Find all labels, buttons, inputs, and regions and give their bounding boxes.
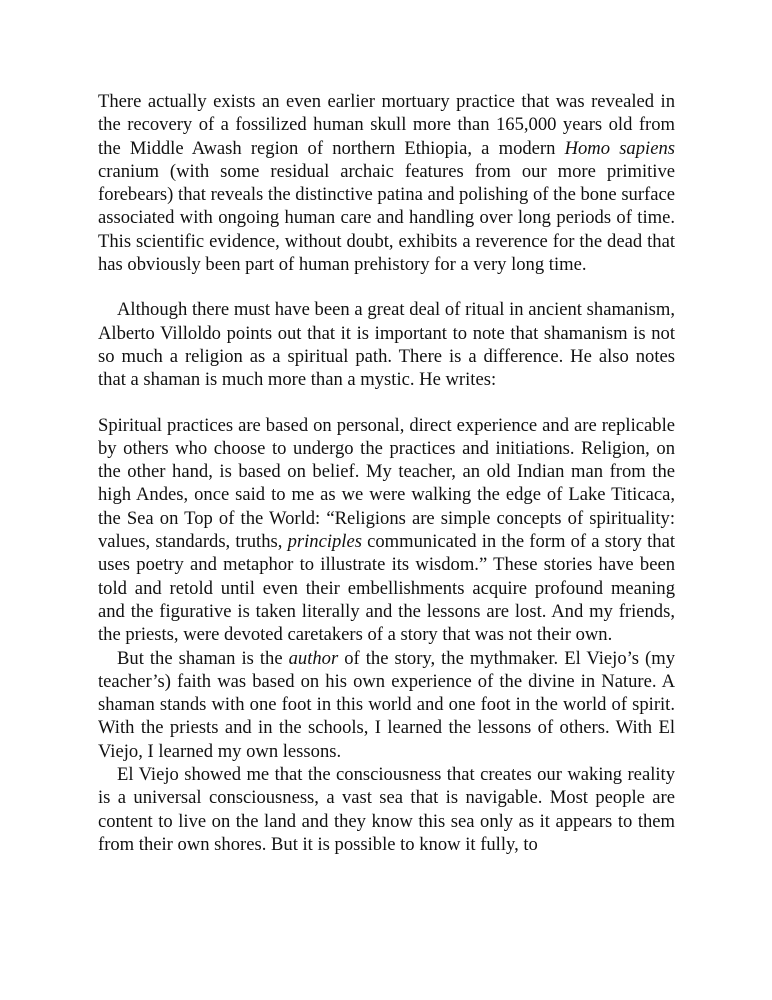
text-run: of the story, the mythmaker. El Viejo’s (my teacher’s) faith was based on his own experience of the divine in Nature. A shaman stands with one foot in this world and one foot in the world of spirit. With the priests and in the schools, I learned the lessons of others. With El Viejo, I learned my own lessons. bbox=[98, 647, 675, 762]
text-run: But the shaman is the bbox=[117, 647, 289, 669]
italic-text-run: Homo sapiens bbox=[564, 137, 675, 159]
text-run: There actually exists an even earlier mortuary practice that was revealed in the recovery of a fossilized human skull more than 165,000 years old from the Middle Awash region of northern Ethiopia, a modern bbox=[98, 91, 675, 159]
italic-text-run: principles bbox=[287, 531, 362, 553]
paragraph-mortuary-practice bbox=[98, 90, 675, 276]
italic-text-run: author bbox=[288, 647, 339, 669]
quote-paragraph-spiritual-practices bbox=[98, 414, 675, 647]
quote-paragraph-universal-consciousness bbox=[98, 763, 675, 856]
text-run: communicated in the form of a story that uses poetry and metaphor to illustrate its wisdom.” These stories have been told and retold until even their embellishments acquire profound meaning and the figurative is taken literally and the lessons are lost. And my friends, the priests, were devoted caretakers of a story that was not their own. bbox=[98, 531, 675, 646]
text-run: El Viejo showed me that the consciousness that creates our waking reality is a universal consciousness, a vast sea that is navigable. Most people are content to live on the land and they know this sea only as it appears to them from their own shores. But it is possible to know it fully, to bbox=[98, 764, 675, 855]
text-run: Spiritual practices are based on personal, direct experience and are replicable by others who choose to undergo the practices and initiations. Religion, on the other hand, is based on belief. My teacher, an old Indian man from the high Andes, once said to me as we were walking the edge of Lake Titicaca, the Sea on Top of the World: “Religions are simple concepts of spirituality: values, standards, truths, bbox=[98, 414, 675, 553]
document-page bbox=[98, 90, 675, 856]
quote-paragraph-shaman-author bbox=[98, 647, 675, 763]
paragraph-shamanism-path bbox=[98, 298, 675, 391]
text-run: cranium (with some residual archaic features from our more primitive forebears) that reveals the distinctive patina and polishing of the bone surface associated with ongoing human care and handling over long periods of time. This scientific evidence, without doubt, exhibits a reverence for the dead that has obviously been part of human prehistory for a very long time. bbox=[98, 160, 675, 276]
text-run: Although there must have been a great deal of ritual in ancient shamanism, Alberto Villoldo points out that it is important to note that shamanism is not so much a religion as a spiritual path. There is a difference. He also notes that a shaman is much more than a mystic. He writes: bbox=[98, 299, 675, 391]
